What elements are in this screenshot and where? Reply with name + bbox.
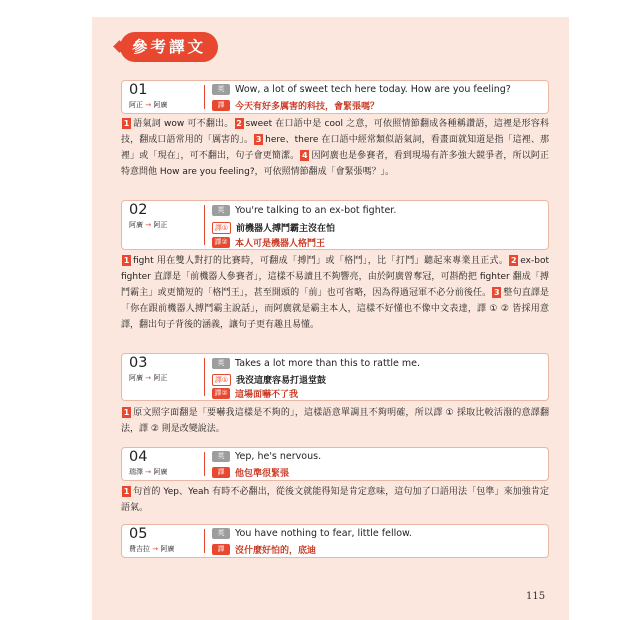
english-tag: 英 [212,84,230,95]
listener: 阿廣 [153,468,168,476]
translation-text: 本人可是機器人格鬥王 [235,239,326,249]
note-paragraph: 1 語氣詞 wow 可不翻出。 2 sweet 在口語中是 cool 之意，可依照情節翻成各種稱讚語，這裡是形容科技，翻成口語常用的「厲害的」。 3 here、there 在口語中經常類似語氣詞，看畫面就知道是指「這裡、那裡」或「現在」，可不翻出，句子會更簡潔。 4 因阿廣也是參賽者，看到現場有許多強大競爭者，所以阿正特意問他 How are you feeling?，可依照情節翻成「會緊張嗎？」。 [121,119,550,177]
english-line [212,205,396,216]
arrow-icon: → [145,101,152,109]
sentence-card [121,447,549,481]
translation-text: 他包準很緊張 [235,469,290,479]
listener: 阿廣 [153,101,168,109]
speaker-line [129,544,174,554]
translation-line-1 [212,373,326,386]
speaker: 阿廣 [129,374,143,382]
page-number: 115 [526,591,546,602]
speaker: 阿廣 [129,221,143,229]
arrow-icon: → [145,374,152,382]
english-tag: 英 [212,451,230,462]
english-tag: 英 [212,358,230,369]
listener: 阿廣 [160,545,175,553]
page-title: 參考譯文 [120,32,218,62]
note-bullet: 4 [302,151,308,160]
english-sentence: You have nothing to fear, little fellow. [235,528,412,539]
divider [204,85,205,109]
entry-05 [121,524,549,558]
english-tag: 英 [212,528,230,539]
speaker: 瑞澤 [129,468,143,476]
translation-tag-2: 譯② [212,388,230,399]
arrow-icon: → [145,221,152,229]
translation-text: 我沒這麼容易打退堂鼓 [236,376,327,386]
divider [204,358,205,396]
speaker-line [129,100,167,110]
translation-line [212,99,379,112]
speaker-line [129,373,167,383]
note-bullet: 1 [123,408,130,417]
entry-02 [121,200,549,330]
entry-01 [121,80,550,177]
arrow-icon: → [145,468,152,476]
entry-number: 05 [129,526,148,542]
translation-line-1 [212,221,335,234]
note-bullet: 1 [123,256,130,265]
entry-number: 02 [129,202,148,218]
entry-03 [121,353,549,434]
translation-tag: 譯 [212,544,230,555]
english-line [212,451,321,462]
note-paragraph: 1 原文照字面翻是「要嚇我這樣是不夠的」，這樣語意單調且不夠明確，所以譯 ① 採取比較活潑的意譯翻法，譯 ② 則是改變說法。 [121,408,549,434]
entry-number: 03 [129,355,148,371]
translation-text: 前機器人搏鬥霸主沒在怕 [236,224,336,234]
divider [204,205,205,245]
english-tag: 英 [212,205,230,216]
note-bullet: 3 [255,135,262,144]
english-sentence: Takes a lot more than this to rattle me. [235,358,421,369]
sentence-card [121,524,549,558]
speaker-line [129,467,167,477]
english-line [212,358,420,369]
note-bullet: 1 [123,487,130,496]
english-sentence: Yep, he's nervous. [235,451,322,462]
translation-text: 這場面嚇不了我 [235,390,299,400]
note-bullet: 3 [493,288,500,297]
translation-tag-2: 譯② [212,237,230,248]
english-line [212,84,511,95]
translation-tag: 譯 [212,467,230,478]
speaker: 阿正 [129,101,143,109]
english-sentence: Wow, a lot of sweet tech here today. How are you feeling? [235,84,511,95]
entry-number: 04 [129,449,148,465]
translation-tag-1: 譯① [212,374,231,386]
divider [204,529,205,553]
translation-text: 沒什麼好怕的，底迪 [235,546,317,556]
listener: 阿正 [153,221,168,229]
sentence-card [121,200,549,250]
speaker-line [129,220,167,230]
sentence-card [121,353,549,401]
translation-line [212,466,289,479]
translation-tag: 譯 [212,100,230,111]
translation-line-2 [212,387,298,400]
note-paragraph: 1 句首的 Yep、Yeah 有時不必翻出，從後文就能得知是肯定意味，這句加了口語用法「包準」來加強肯定語氣。 [121,487,549,513]
english-line [212,528,412,539]
note-paragraph: 1 fight 用在雙人對打的比賽時，可翻成「搏鬥」或「格鬥」，比「打鬥」聽起來專業且正式。 2 ex-bot fighter 直譯是「前機器人參賽者」，這樣不易讀且不夠響亮，由於阿廣曾奪冠，可斟酌把 fighter 翻成「搏鬥霸主」或更簡短的「格鬥王」，甚至開頭的「前」也可省略，因為得過冠軍不必分前後任。 3 整句直譯是「你在跟前機器人搏鬥霸主說話」，而阿廣就是霸主本人，這樣不好懂也不像中文表達，譯 ① ② 皆採用意譯，翻出句子背後的涵義，讓句子更有趣且易懂。 [121,256,549,330]
divider [204,452,205,476]
translation-tag-1: 譯① [212,222,231,234]
english-sentence: You're talking to an ex-bot fighter. [235,205,397,216]
speaker: 費吉拉 [129,545,150,553]
translation-line [212,543,316,556]
translation-line-2 [212,236,325,249]
entry-number: 01 [129,82,148,98]
note-bullet: 2 [511,256,517,265]
note-bullet: 1 [123,119,130,128]
sentence-card [121,80,549,114]
note-bullet: 2 [236,119,242,128]
translation-text: 今天有好多厲害的科技，會緊張嗎？ [235,102,380,112]
listener: 阿正 [153,374,168,382]
arrow-icon: → [152,545,159,553]
entry-04 [121,447,549,513]
